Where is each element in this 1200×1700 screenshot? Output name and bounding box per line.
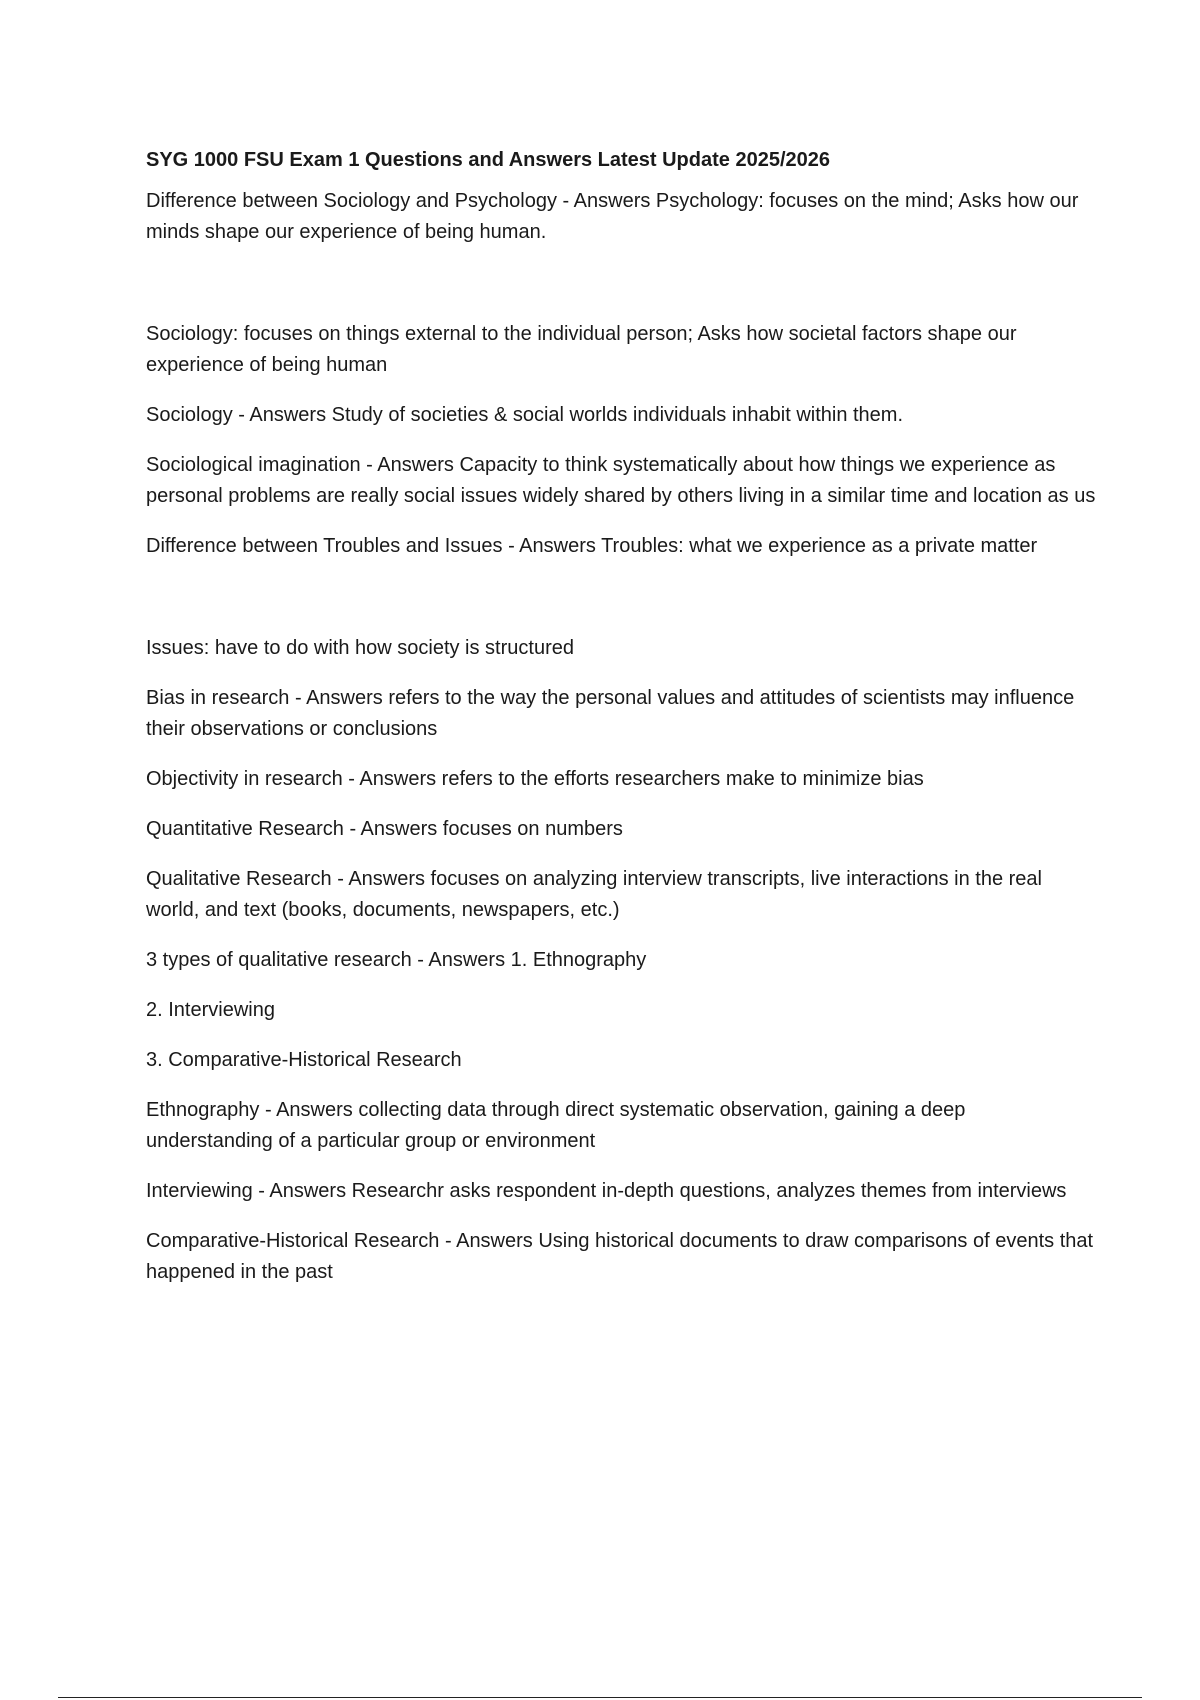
- qa-psychology-vs-sociology: Difference between Sociology and Psychology - Answers Psychology: focuses on the mind; Asks how our minds shape our experience of being human.: [146, 190, 1079, 243]
- qa-sociology-definition: Sociology - Answers Study of societies & social worlds individuals inhabit within them.: [146, 404, 904, 426]
- qa-interviewing: Interviewing - Answers Researchr asks respondent in-depth questions, analyzes themes from interviews: [146, 1180, 1067, 1202]
- qa-bias-in-research: Bias in research - Answers refers to the way the personal values and attitudes of scientists may influence their observations or conclusions: [146, 687, 1075, 740]
- qa-type-comparative-historical: 3. Comparative-Historical Research: [146, 1049, 462, 1071]
- qa-quantitative-research: Quantitative Research - Answers focuses on numbers: [146, 818, 623, 840]
- qa-type-interviewing: 2. Interviewing: [146, 999, 275, 1021]
- page-bottom-divider: [58, 1697, 1142, 1698]
- qa-objectivity-in-research: Objectivity in research - Answers refers to the efforts researchers make to minimize bias: [146, 768, 924, 790]
- qa-sociological-imagination: Sociological imagination - Answers Capacity to think systematically about how things we experience as personal problems are really social issues widely shared by others living in a similar time and location as us: [146, 454, 1096, 507]
- qa-comparative-historical: Comparative-Historical Research - Answers Using historical documents to draw comparisons of events that happened in the past: [146, 1230, 1094, 1283]
- qa-ethnography: Ethnography - Answers collecting data through direct systematic observation, gaining a deep understanding of a particular group or environment: [146, 1099, 966, 1152]
- document-page: [146, 146, 1096, 1307]
- qa-types-qualitative: 3 types of qualitative research - Answers 1. Ethnography: [146, 949, 647, 971]
- qa-issues-definition: Issues: have to do with how society is structured: [146, 637, 574, 659]
- document-title: SYG 1000 FSU Exam 1 Questions and Answers Latest Update 2025/2026: [146, 149, 830, 171]
- qa-qualitative-research: Qualitative Research - Answers focuses on analyzing interview transcripts, live interactions in the real world, and text (books, documents, newspapers, etc.): [146, 868, 1042, 921]
- qa-troubles-vs-issues: Difference between Troubles and Issues - Answers Troubles: what we experience as a private matter: [146, 535, 1038, 557]
- qa-sociology-external: Sociology: focuses on things external to the individual person; Asks how societal factors shape our experience of being human: [146, 323, 1017, 376]
